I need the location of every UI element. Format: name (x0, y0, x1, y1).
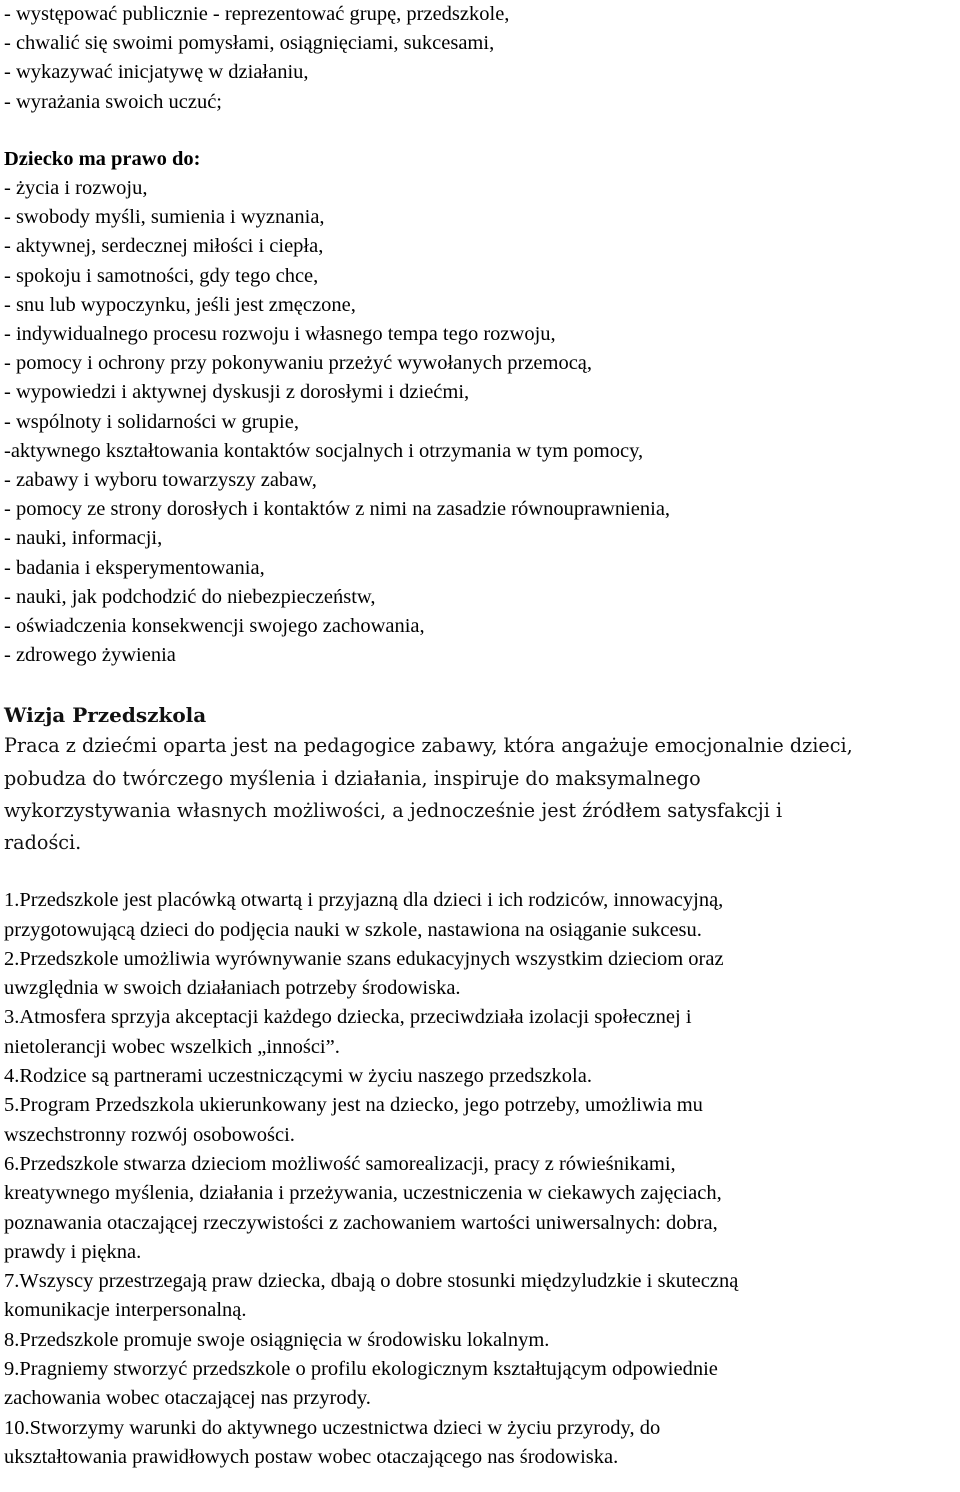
rights-heading: Dziecko ma prawo do: (4, 147, 201, 170)
goal-line: 5.Program Przedszkola ukierunkowany jest na dziecko, jego potrzeby, umożliwia mu (4, 1094, 703, 1117)
list-item: - nauki, jak podchodzić do niebezpieczeństw, (4, 585, 376, 608)
vision-section (4, 700, 956, 859)
goal-line: 4.Rodzice są partnerami uczestniczącymi w życiu naszego przedszkola. (4, 1065, 592, 1088)
list-item: - snu lub wypoczynku, jeśli jest zmęczone, (4, 293, 356, 316)
list-item: - chwalić się swoimi pomysłami, osiągnięciami, sukcesami, (4, 32, 495, 55)
list-item: - swobody myśli, sumienia i wyznania, (4, 206, 325, 229)
goal-line: zachowania wobec otaczającej nas przyrody. (4, 1387, 371, 1410)
goal-line: 6.Przedszkole stwarza dzieciom możliwość samorealizacji, pracy z rówieśnikami, (4, 1152, 676, 1175)
list-item: - życia i rozwoju, (4, 177, 148, 200)
goal-line: 9.Pragniemy stworzyć przedszkole o profilu ekologicznym kształtującym odpowiednie (4, 1358, 718, 1381)
goal-line: 7.Wszyscy przestrzegają praw dziecka, dbają o dobre stosunki międzyludzkie i skuteczną (4, 1270, 739, 1293)
goal-line: wszechstronny rozwój osobowości. (4, 1123, 295, 1146)
intro-list (4, 0, 956, 117)
goal-line: uwzględnia w swoich działaniach potrzeby środowiska. (4, 977, 461, 1000)
goal-line: kreatywnego myślenia, działania i przeżywania, uczestniczenia w ciekawych zajęciach, (4, 1182, 722, 1205)
goals-list (4, 886, 956, 1472)
list-item: - wyrażania swoich uczuć; (4, 90, 222, 113)
goal-line: poznawania otaczającej rzeczywistości z zachowaniem wartości uniwersalnych: dobra, (4, 1211, 718, 1234)
vision-line: radości. (4, 831, 82, 855)
list-item: - zdrowego żywienia (4, 644, 176, 667)
goal-line: 10.Stworzymy warunki do aktywnego uczestnictwa dzieci w życiu przyrody, do (4, 1416, 661, 1439)
list-item: - występować publicznie - reprezentować grupę, przedszkole, (4, 3, 510, 25)
goal-line: nietolerancji wobec wszelkich „inności”. (4, 1035, 340, 1058)
goal-line: prawdy i piękna. (4, 1240, 142, 1263)
list-item: - wspólnoty i solidarności w grupie, (4, 410, 299, 433)
vision-line: pobudza do twórczego myślenia i działania, inspiruje do maksymalnego (4, 766, 701, 790)
list-item: - oświadczenia konsekwencji swojego zachowania, (4, 615, 425, 638)
list-item: -aktywnego kształtowania kontaktów socjalnych i otrzymania w tym pomocy, (4, 439, 644, 462)
list-item: - spokoju i samotności, gdy tego chce, (4, 264, 319, 287)
goal-line: komunikacje interpersonalną. (4, 1299, 247, 1322)
goal-line: 1.Przedszkole jest placówką otwartą i przyjazną dla dzieci i ich rodziców, innowacyjną, (4, 889, 724, 912)
list-item: - badania i eksperymentowania, (4, 556, 265, 579)
list-item: - pomocy ze strony dorosłych i kontaktów z nimi na zasadzie równouprawnienia, (4, 498, 671, 521)
list-item: - wypowiedzi i aktywnej dyskusji z dorosłymi i dziećmi, (4, 381, 470, 404)
vision-line: wykorzystywania własnych możliwości, a jednocześnie jest źródłem satysfakcji i (4, 798, 783, 822)
document-page (4, 0, 956, 1472)
vision-title: Wizja Przedszkola (4, 703, 207, 728)
vision-line: Praca z dziećmi oparta jest na pedagogice zabawy, która angażuje emocjonalnie dzieci, (4, 734, 853, 758)
list-item: - aktywnej, serdecznej miłości i ciepła, (4, 235, 324, 258)
goal-line: ukształtowania prawidłowych postaw wobec otaczającego nas środowiska. (4, 1445, 619, 1468)
goal-line: przygotowującą dzieci do podjęcia nauki w szkole, nastawiona na osiąganie sukcesu. (4, 918, 702, 941)
list-item: - indywidualnego procesu rozwoju i własnego tempa tego rozwoju, (4, 323, 556, 346)
list-item: - nauki, informacji, (4, 527, 163, 550)
goal-line: 2.Przedszkole umożliwia wyrównywanie szans edukacyjnych wszystkim dzieciom oraz (4, 947, 724, 970)
goal-line: 8.Przedszkole promuje swoje osiągnięcia w środowisku lokalnym. (4, 1328, 550, 1351)
goal-line: 3.Atmosfera sprzyja akceptacji każdego dziecka, przeciwdziała izolacji społecznej i (4, 1006, 692, 1029)
list-item: - pomocy i ochrony przy pokonywaniu przeżyć wywołanych przemocą, (4, 352, 593, 375)
list-item: - zabawy i wyboru towarzyszy zabaw, (4, 469, 317, 492)
rights-section (4, 145, 956, 671)
list-item: - wykazywać inicjatywę w działaniu, (4, 61, 309, 84)
